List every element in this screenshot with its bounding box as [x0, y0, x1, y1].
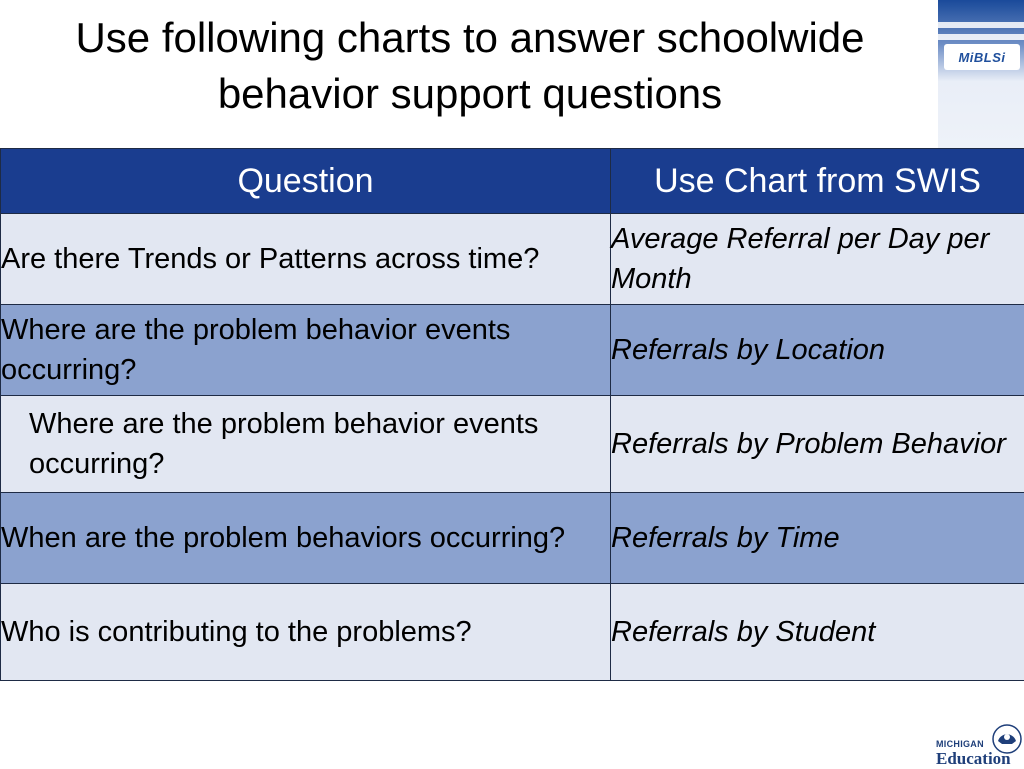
- chart-cell: Referrals by Location: [611, 305, 1024, 396]
- chart-cell: Referrals by Problem Behavior: [611, 396, 1024, 493]
- chart-cell: Referrals by Student: [611, 584, 1024, 681]
- title-line-1: Use following charts to answer schoolwide: [75, 14, 864, 61]
- header-question: Question: [1, 149, 611, 214]
- footer-logo-education: Education: [936, 749, 1011, 769]
- question-cell: Where are the problem behavior events occurring?: [1, 396, 611, 493]
- question-cell: Are there Trends or Patterns across time?: [1, 214, 611, 305]
- miblsi-logo: [944, 44, 1020, 70]
- footer-logo-michigan: MICHIGAN: [936, 739, 984, 749]
- question-chart-table: [0, 148, 1024, 681]
- table-row: [1, 584, 1024, 681]
- table-row: [1, 305, 1024, 396]
- table-header-row: [1, 149, 1024, 214]
- table-row: [1, 493, 1024, 584]
- miblsi-logo-tab: [938, 0, 1024, 148]
- miblsi-logo-text: MiBLSi: [958, 50, 1005, 65]
- table-row: [1, 214, 1024, 305]
- question-cell: Where are the problem behavior events occurring?: [1, 305, 611, 396]
- question-cell: When are the problem behaviors occurring?: [1, 493, 611, 584]
- header-chart: Use Chart from SWIS: [611, 149, 1024, 214]
- table-row: [1, 396, 1024, 493]
- title-line-2: behavior support questions: [218, 70, 722, 117]
- chart-cell: Referrals by Time: [611, 493, 1024, 584]
- slide-title: [0, 10, 940, 122]
- logo-stripe: [938, 34, 1024, 40]
- question-cell: Who is contributing to the problems?: [1, 584, 611, 681]
- logo-stripe: [938, 22, 1024, 28]
- chart-cell: Average Referral per Day per Month: [611, 214, 1024, 305]
- michigan-education-logo: [936, 722, 1024, 766]
